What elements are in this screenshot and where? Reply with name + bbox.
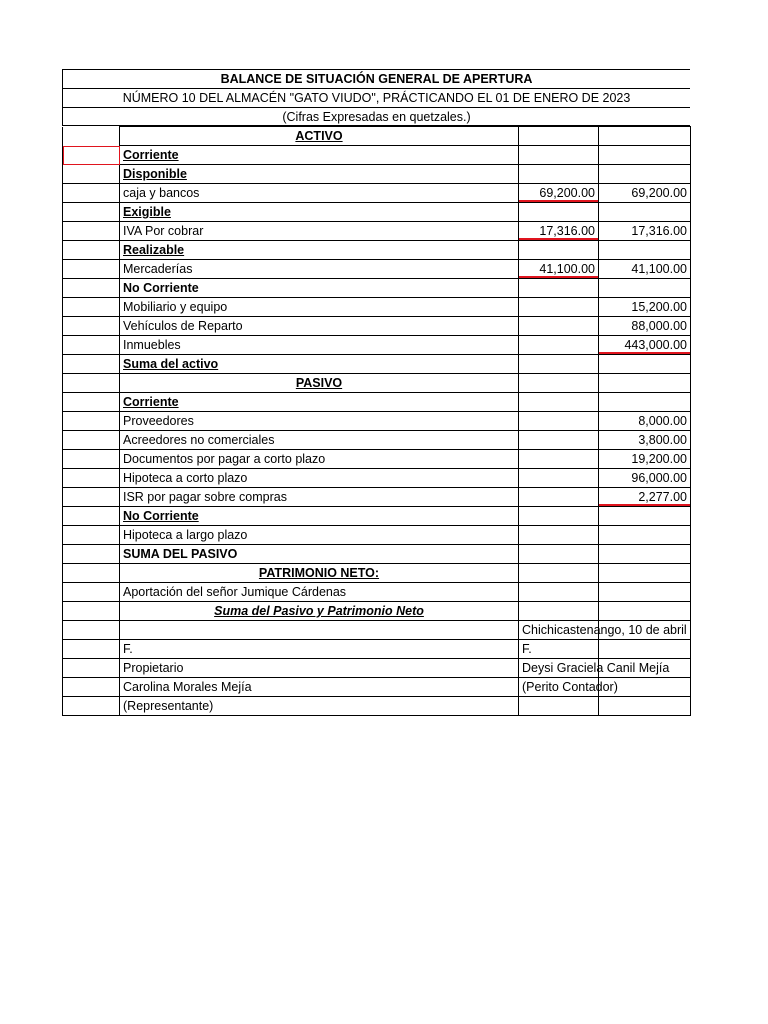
table-row xyxy=(63,621,691,640)
sheet-title: BALANCE DE SITUACIÓN GENERAL DE APERTURA xyxy=(62,69,690,88)
acre-total[interactable]: 3,800.00 xyxy=(599,431,691,450)
table-row xyxy=(63,564,691,583)
isr-total[interactable]: 2,277.00 xyxy=(599,488,691,507)
table-row xyxy=(63,317,691,336)
accountant-role: (Perito Contador) xyxy=(522,680,618,694)
hip-label: Hipoteca a corto plazo xyxy=(120,469,519,488)
activo-corriente: Corriente xyxy=(123,148,179,162)
caja-partial[interactable]: 69,200.00 xyxy=(519,184,599,203)
activo-realizable: Realizable xyxy=(123,243,185,257)
merc-total[interactable]: 41,100.00 xyxy=(599,260,691,279)
pasivo-no-corriente: No Corriente xyxy=(123,509,199,523)
table-row xyxy=(63,659,691,678)
table-row xyxy=(63,450,691,469)
table-row xyxy=(63,583,691,602)
doc-total[interactable]: 19,200.00 xyxy=(599,450,691,469)
suma-activo: Suma del activo xyxy=(123,357,219,371)
table-row xyxy=(63,469,691,488)
hip-total[interactable]: 96,000.00 xyxy=(599,469,691,488)
table-row xyxy=(63,184,691,203)
iva-total[interactable]: 17,316.00 xyxy=(599,222,691,241)
table-row xyxy=(63,165,691,184)
prov-total[interactable]: 8,000.00 xyxy=(599,412,691,431)
merc-partial[interactable]: 41,100.00 xyxy=(519,260,599,279)
table-row xyxy=(63,526,691,545)
table-row xyxy=(63,260,691,279)
activo-disponible: Disponible xyxy=(123,167,187,181)
hiplp-label: Hipoteca a largo plazo xyxy=(120,526,519,545)
suma-pasivo-patrimonio: Suma del Pasivo y Patrimonio Neto xyxy=(214,604,424,618)
signature-f-left: F. xyxy=(120,640,519,659)
table-row xyxy=(63,431,691,450)
mob-total[interactable]: 15,200.00 xyxy=(599,298,691,317)
caja-total[interactable]: 69,200.00 xyxy=(599,184,691,203)
table-row xyxy=(63,127,691,146)
table-row xyxy=(63,336,691,355)
table-row xyxy=(63,279,691,298)
activo-heading: ACTIVO xyxy=(295,129,343,143)
table-row xyxy=(63,222,691,241)
table-row xyxy=(63,146,691,165)
place-date: Chichicastenango, 10 de abril xyxy=(522,623,687,637)
table-row xyxy=(63,241,691,260)
table-row xyxy=(63,488,691,507)
signature-f-right: F. xyxy=(519,640,599,659)
acre-label: Acreedores no comerciales xyxy=(120,431,519,450)
sheet-note: (Cifras Expresadas en quetzales.) xyxy=(62,107,690,126)
table-row xyxy=(63,374,691,393)
caja-label: caja y bancos xyxy=(120,184,519,203)
doc-label: Documentos por pagar a corto plazo xyxy=(120,450,519,469)
table-row xyxy=(63,640,691,659)
table-row xyxy=(63,602,691,621)
selected-cell[interactable] xyxy=(63,146,120,165)
prov-label: Proveedores xyxy=(120,412,519,431)
balance-table xyxy=(62,126,691,716)
table-row xyxy=(63,678,691,697)
iva-label: IVA Por cobrar xyxy=(120,222,519,241)
activo-exigible: Exigible xyxy=(123,205,171,219)
inm-total[interactable]: 443,000.00 xyxy=(599,336,691,355)
table-row xyxy=(63,507,691,526)
table-row xyxy=(63,412,691,431)
rep-role: (Representante) xyxy=(120,697,519,716)
activo-no-corriente: No Corriente xyxy=(120,279,519,298)
accountant-name: Deysi Graciela Canil Mejía xyxy=(522,661,670,675)
patrimonio-heading: PATRIMONIO NETO: xyxy=(258,566,380,580)
suma-pasivo: SUMA DEL PASIVO xyxy=(120,545,519,564)
aportacion-label: Aportación del señor Jumique Cárdenas xyxy=(120,583,519,602)
owner-name: Carolina Morales Mejía xyxy=(120,678,519,697)
pasivo-heading: PASIVO xyxy=(295,376,343,390)
balance-sheet xyxy=(62,69,690,716)
veh-total[interactable]: 88,000.00 xyxy=(599,317,691,336)
pasivo-corriente: Corriente xyxy=(123,395,179,409)
table-row xyxy=(63,298,691,317)
mob-label: Mobiliario y equipo xyxy=(120,298,519,317)
veh-label: Vehículos de Reparto xyxy=(120,317,519,336)
owner-role: Propietario xyxy=(120,659,519,678)
table-row xyxy=(63,697,691,716)
isr-label: ISR por pagar sobre compras xyxy=(120,488,519,507)
merc-label: Mercaderías xyxy=(120,260,519,279)
table-row xyxy=(63,355,691,374)
iva-partial[interactable]: 17,316.00 xyxy=(519,222,599,241)
table-row xyxy=(63,393,691,412)
inm-label: Inmuebles xyxy=(120,336,519,355)
sheet-subtitle: NÚMERO 10 DEL ALMACÉN "GATO VIUDO", PRÁCTICANDO EL 01 DE ENERO DE 2023 xyxy=(62,88,690,107)
table-row xyxy=(63,545,691,564)
table-row xyxy=(63,203,691,222)
